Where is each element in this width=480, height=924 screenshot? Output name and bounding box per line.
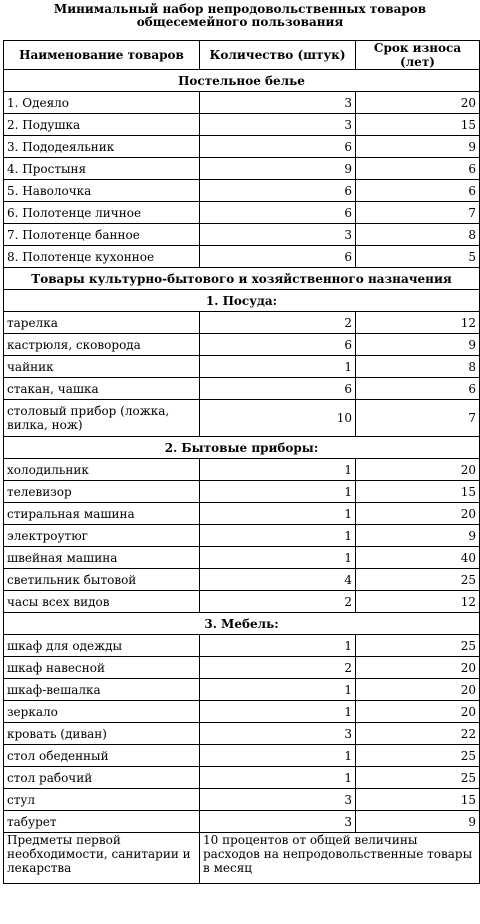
item-wear-term: 20 bbox=[356, 701, 480, 723]
item-name: шкаф для одежды bbox=[4, 635, 200, 657]
item-name: стакан, чашка bbox=[4, 378, 200, 400]
table-row bbox=[4, 114, 480, 136]
item-name: 4. Простыня bbox=[4, 158, 200, 180]
item-name: зеркало bbox=[4, 701, 200, 723]
section-header-row bbox=[4, 437, 480, 459]
item-name: светильник бытовой bbox=[4, 569, 200, 591]
item-wear-term: 25 bbox=[356, 767, 480, 789]
item-quantity: 1 bbox=[200, 481, 356, 503]
section-title: Постельное белье bbox=[4, 70, 480, 92]
item-wear-term: 7 bbox=[356, 202, 480, 224]
item-wear-term: 40 bbox=[356, 547, 480, 569]
item-wear-term: 12 bbox=[356, 312, 480, 334]
section-header-row bbox=[4, 613, 480, 635]
table-row bbox=[4, 767, 480, 789]
table-row bbox=[4, 158, 480, 180]
item-quantity: 3 bbox=[200, 811, 356, 833]
table-row bbox=[4, 356, 480, 378]
header-qty: Количество (штук) bbox=[200, 41, 356, 70]
item-name: столовый прибор (ложка, вилка, нож) bbox=[4, 400, 200, 437]
footer-row bbox=[4, 833, 480, 884]
item-quantity: 1 bbox=[200, 679, 356, 701]
table-row bbox=[4, 312, 480, 334]
table-row bbox=[4, 224, 480, 246]
table-header-row bbox=[4, 41, 480, 70]
item-wear-term: 15 bbox=[356, 114, 480, 136]
item-wear-term: 8 bbox=[356, 356, 480, 378]
section-header-row bbox=[4, 290, 480, 312]
item-quantity: 6 bbox=[200, 378, 356, 400]
table-body bbox=[4, 70, 480, 884]
item-wear-term: 25 bbox=[356, 635, 480, 657]
section-header-row bbox=[4, 268, 480, 290]
table-row bbox=[4, 202, 480, 224]
item-wear-term: 25 bbox=[356, 569, 480, 591]
item-quantity: 6 bbox=[200, 136, 356, 158]
table-row bbox=[4, 679, 480, 701]
table-row bbox=[4, 378, 480, 400]
item-wear-term: 20 bbox=[356, 503, 480, 525]
item-quantity: 1 bbox=[200, 356, 356, 378]
item-wear-term: 6 bbox=[356, 158, 480, 180]
item-quantity: 3 bbox=[200, 789, 356, 811]
item-quantity: 1 bbox=[200, 767, 356, 789]
item-name: тарелка bbox=[4, 312, 200, 334]
item-wear-term: 8 bbox=[356, 224, 480, 246]
item-wear-term: 20 bbox=[356, 92, 480, 114]
item-quantity: 1 bbox=[200, 525, 356, 547]
item-wear-term: 9 bbox=[356, 811, 480, 833]
table-row bbox=[4, 745, 480, 767]
item-quantity: 9 bbox=[200, 158, 356, 180]
item-wear-term: 25 bbox=[356, 745, 480, 767]
item-wear-term: 5 bbox=[356, 246, 480, 268]
header-name: Наименование товаров bbox=[4, 41, 200, 70]
item-quantity: 2 bbox=[200, 657, 356, 679]
item-wear-term: 9 bbox=[356, 334, 480, 356]
item-quantity: 1 bbox=[200, 701, 356, 723]
item-name: 8. Полотенце кухонное bbox=[4, 246, 200, 268]
item-name: табурет bbox=[4, 811, 200, 833]
item-quantity: 1 bbox=[200, 503, 356, 525]
item-name: стул bbox=[4, 789, 200, 811]
item-wear-term: 20 bbox=[356, 679, 480, 701]
item-name: стол обеденный bbox=[4, 745, 200, 767]
item-quantity: 3 bbox=[200, 92, 356, 114]
item-name: 2. Подушка bbox=[4, 114, 200, 136]
item-quantity: 1 bbox=[200, 635, 356, 657]
table-row bbox=[4, 569, 480, 591]
item-name: 5. Наволочка bbox=[4, 180, 200, 202]
table-row bbox=[4, 481, 480, 503]
item-name: 7. Полотенце банное bbox=[4, 224, 200, 246]
item-quantity: 3 bbox=[200, 224, 356, 246]
item-name: 3. Пододеяльник bbox=[4, 136, 200, 158]
item-quantity: 1 bbox=[200, 547, 356, 569]
item-quantity: 3 bbox=[200, 114, 356, 136]
table-row bbox=[4, 400, 480, 437]
item-quantity: 1 bbox=[200, 745, 356, 767]
table-row bbox=[4, 811, 480, 833]
item-wear-term: 15 bbox=[356, 789, 480, 811]
item-name: чайник bbox=[4, 356, 200, 378]
item-name: часы всех видов bbox=[4, 591, 200, 613]
table-row bbox=[4, 334, 480, 356]
table-row bbox=[4, 525, 480, 547]
item-wear-term: 9 bbox=[356, 525, 480, 547]
section-title: 2. Бытовые приборы: bbox=[4, 437, 480, 459]
table-row bbox=[4, 635, 480, 657]
table-row bbox=[4, 246, 480, 268]
table-row bbox=[4, 136, 480, 158]
item-name: 1. Одеяло bbox=[4, 92, 200, 114]
item-quantity: 1 bbox=[200, 459, 356, 481]
section-title: Товары культурно-бытового и хозяйственного назначения bbox=[4, 268, 480, 290]
item-name: стол рабочий bbox=[4, 767, 200, 789]
item-name: электроутюг bbox=[4, 525, 200, 547]
table-row bbox=[4, 657, 480, 679]
goods-table bbox=[3, 40, 480, 884]
item-name: шкаф-вешалка bbox=[4, 679, 200, 701]
section-title: 1. Посуда: bbox=[4, 290, 480, 312]
document-title: Минимальный набор непродовольственных товаров общесемейного пользования bbox=[53, 2, 427, 29]
item-wear-term: 6 bbox=[356, 378, 480, 400]
item-quantity: 2 bbox=[200, 591, 356, 613]
item-wear-term: 20 bbox=[356, 657, 480, 679]
header-term: Срок износа (лет) bbox=[356, 41, 480, 70]
section-header-row bbox=[4, 70, 480, 92]
item-quantity: 6 bbox=[200, 334, 356, 356]
table-row bbox=[4, 701, 480, 723]
item-name: швейная машина bbox=[4, 547, 200, 569]
table-row bbox=[4, 503, 480, 525]
item-wear-term: 22 bbox=[356, 723, 480, 745]
item-name: кастрюля, сковорода bbox=[4, 334, 200, 356]
footer-item-name: Предметы первой необходимости, санитарии и лекарства bbox=[4, 833, 200, 884]
item-wear-term: 6 bbox=[356, 180, 480, 202]
table-row bbox=[4, 723, 480, 745]
item-wear-term: 12 bbox=[356, 591, 480, 613]
item-name: шкаф навесной bbox=[4, 657, 200, 679]
item-quantity: 6 bbox=[200, 246, 356, 268]
item-wear-term: 20 bbox=[356, 459, 480, 481]
item-wear-term: 7 bbox=[356, 400, 480, 437]
table-row bbox=[4, 180, 480, 202]
item-quantity: 6 bbox=[200, 180, 356, 202]
item-quantity: 4 bbox=[200, 569, 356, 591]
item-quantity: 2 bbox=[200, 312, 356, 334]
item-name: холодильник bbox=[4, 459, 200, 481]
item-name: телевизор bbox=[4, 481, 200, 503]
table-row bbox=[4, 789, 480, 811]
table-row bbox=[4, 92, 480, 114]
item-name: стиральная машина bbox=[4, 503, 200, 525]
item-quantity: 6 bbox=[200, 202, 356, 224]
item-quantity: 3 bbox=[200, 723, 356, 745]
section-title: 3. Мебель: bbox=[4, 613, 480, 635]
item-wear-term: 9 bbox=[356, 136, 480, 158]
table-row bbox=[4, 591, 480, 613]
item-name: 6. Полотенце личное bbox=[4, 202, 200, 224]
item-name: кровать (диван) bbox=[4, 723, 200, 745]
item-wear-term: 15 bbox=[356, 481, 480, 503]
table-row bbox=[4, 459, 480, 481]
table-row bbox=[4, 547, 480, 569]
footer-note: 10 процентов от общей величины расходов на непродовольственные товары в месяц bbox=[200, 833, 480, 884]
item-quantity: 10 bbox=[200, 400, 356, 437]
